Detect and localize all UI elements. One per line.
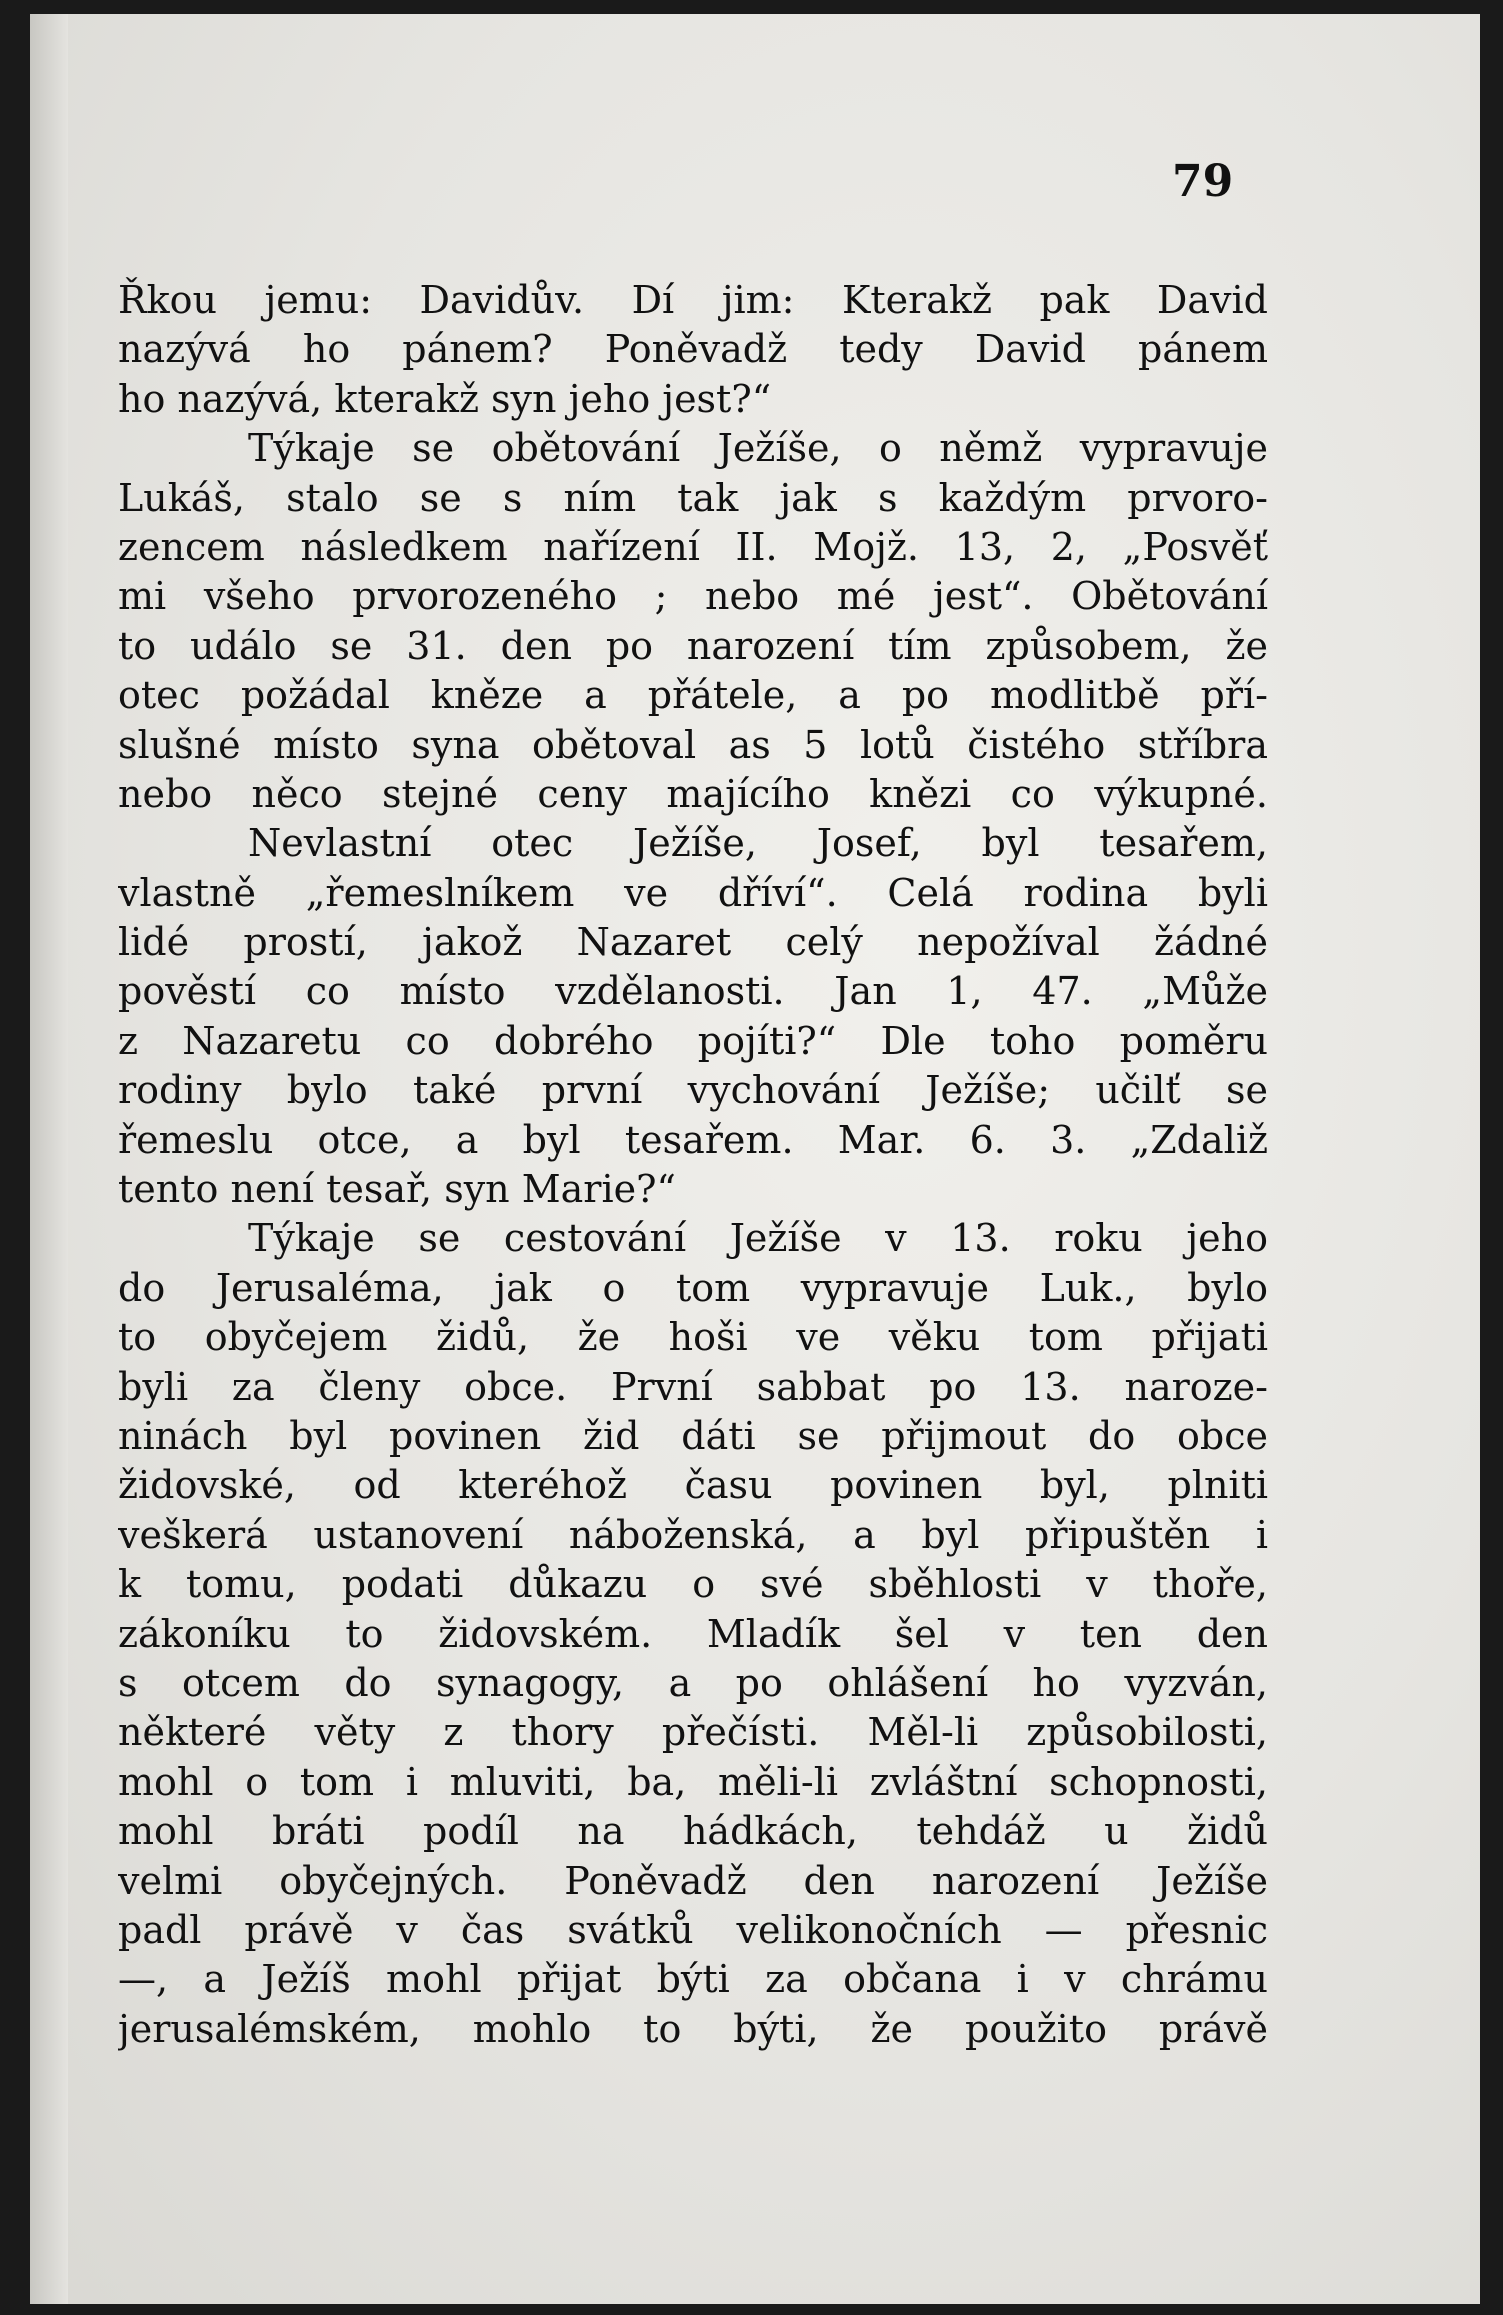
text-line: vlastně „řemeslníkem ve dříví“. Celá rodina byli — [118, 870, 1268, 915]
body-text — [118, 276, 1268, 2054]
book-page — [30, 14, 1480, 2304]
text-line: židovské, od kteréhož času povinen byl, plniti — [118, 1463, 1268, 1508]
text-line: padl právě v čas svátků velikonočních — přesnic — [118, 1907, 1268, 1952]
text-line: velmi obyčejných. Poněvadž den narození Ježíše — [118, 1858, 1268, 1903]
text-line: slušné místo syna obětoval as 5 lotů čistého stříbra — [118, 722, 1268, 767]
text-line: Nevlastní otec Ježíše, Josef, byl tesařem, — [248, 821, 1268, 866]
text-line: tento není tesař, syn Marie?“ — [118, 1167, 676, 1212]
text-line: pověstí co místo vzdělanosti. Jan 1, 47. „Může — [118, 969, 1268, 1014]
text-line: Lukáš, stalo se s ním tak jak s každým prvoro- — [118, 475, 1268, 520]
text-line: byli za členy obce. První sabbat po 13. naroze- — [118, 1364, 1268, 1409]
text-line: ho nazývá, kterakž syn jeho jest?“ — [118, 376, 772, 421]
page-number: 79 — [1172, 156, 1234, 207]
text-line: —, a Ježíš mohl přijat býti za občana i v chrámu — [118, 1957, 1268, 2002]
text-line: nebo něco stejné ceny majícího knězi co výkupné. — [118, 771, 1268, 816]
text-line: nazývá ho pánem? Poněvadž tedy David pánem — [118, 327, 1268, 372]
text-line: z Nazaretu co dobrého pojíti?“ Dle toho poměru — [118, 1018, 1268, 1063]
text-line: mohl o tom i mluviti, ba, měli-li zvláštní schopnosti, — [118, 1759, 1268, 1804]
text-line: řemeslu otce, a byl tesařem. Mar. 6. 3. „Zdaliž — [118, 1117, 1268, 1162]
text-line: to událo se 31. den po narození tím způsobem, že — [118, 623, 1268, 668]
text-line: zencem následkem nařízení II. Mojž. 13, 2, „Posvěť — [118, 524, 1268, 569]
page-gutter-shadow — [30, 14, 68, 2304]
text-line: mohl bráti podíl na hádkách, tehdáž u židů — [118, 1809, 1268, 1854]
text-line: Týkaje se cestování Ježíše v 13. roku jeho — [248, 1216, 1268, 1261]
text-line: zákoníku to židovském. Mladík šel v ten den — [118, 1611, 1268, 1656]
text-line: otec požádal kněze a přátele, a po modlitbě pří- — [118, 673, 1268, 718]
text-line: ninách byl povinen žid dáti se přijmout do obce — [118, 1413, 1268, 1458]
text-line: jerusalémském, mohlo to býti, že použito právě — [118, 2006, 1268, 2051]
text-line: lidé prostí, jakož Nazaret celý nepožíval žádné — [118, 920, 1268, 965]
text-line: Týkaje se obětování Ježíše, o němž vypravuje — [248, 426, 1268, 471]
text-line: mi všeho prvorozeného ; nebo mé jest“. Obětování — [118, 574, 1268, 619]
text-line: Řkou jemu: Davidův. Dí jim: Kterakž pak David — [118, 278, 1268, 322]
text-line: k tomu, podati důkazu o své sběhlosti v thoře, — [118, 1562, 1268, 1607]
text-line: s otcem do synagogy, a po ohlášení ho vyzván, — [118, 1660, 1268, 1705]
text-line: některé věty z thory přečísti. Měl-li způsobilosti, — [118, 1710, 1268, 1755]
text-line: do Jerusaléma, jak o tom vypravuje Luk., bylo — [118, 1265, 1268, 1310]
text-line: to obyčejem židů, že hoši ve věku tom přijati — [118, 1315, 1268, 1360]
text-line: rodiny bylo také první vychování Ježíše; učilť se — [118, 1068, 1268, 1113]
text-line: veškerá ustanovení náboženská, a byl připuštěn i — [118, 1512, 1268, 1557]
